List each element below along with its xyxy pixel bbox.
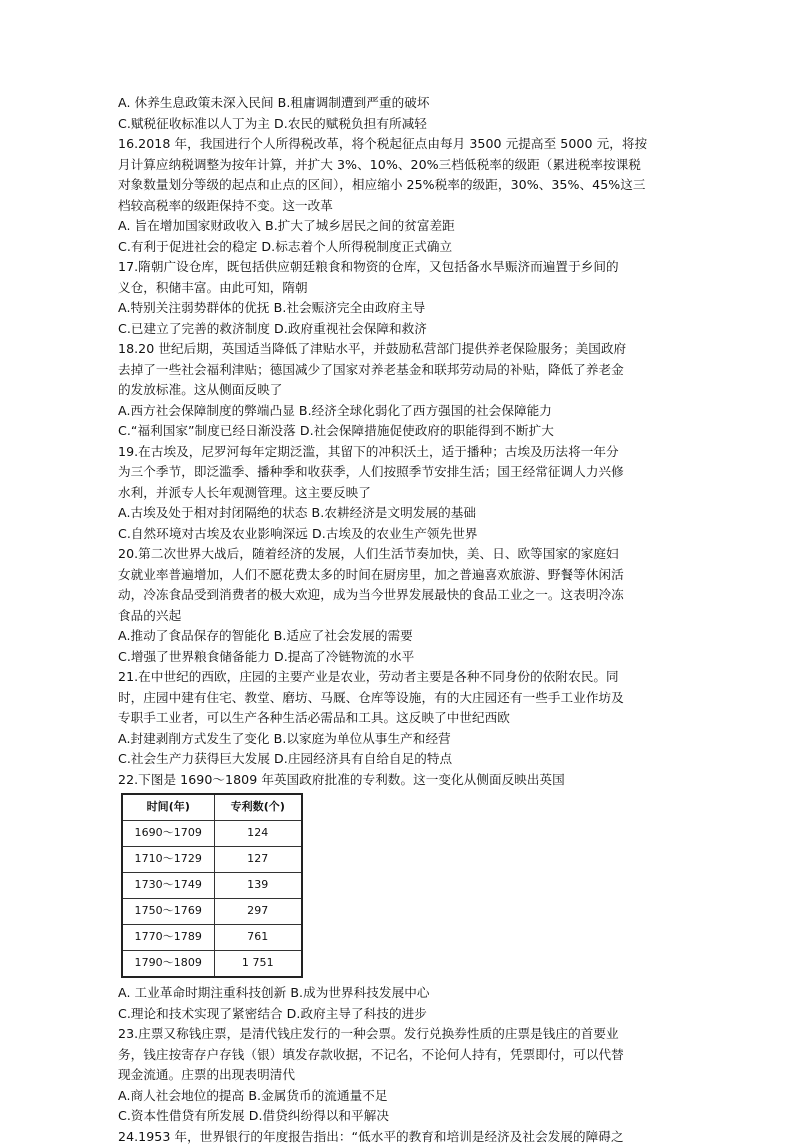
text-line: C.自然环境对古埃及农业影响深远 D.古埃及的农业生产领先世界 [118,524,678,545]
text-line: 女就业率普遍增加，人们不愿花费太多的时间在厨房里，加之普遍喜欢旅游、野餐等休闲活 [118,565,678,586]
table-cell-count: 297 [214,899,302,925]
text-line: C.有利于促进社会的稳定 D.标志着个人所得税制度正式确立 [118,237,678,258]
table-header-row [122,794,302,821]
text-line: 为三个季节，即泛滥季、播种季和收获季，人们按照季节安排生活；国王经常征调人力兴修 [118,462,678,483]
table-row [122,847,302,873]
text-line: 19.在古埃及，尼罗河每年定期泛滥，其留下的冲积沃土，适于播种；古埃及历法将一年分 [118,442,678,463]
table-row [122,821,302,847]
table-header-patents: 专利数(个) [214,794,302,821]
patent-count-table [121,793,303,978]
patent-table-wrapper [121,793,678,978]
text-line: A.特别关注弱势群体的优抚 B.社会赈济完全由政府主导 [118,298,678,319]
text-line: 水利，并派专人长年观测管理。这主要反映了 [118,483,678,504]
text-line: A.推动了食品保存的智能化 B.适应了社会发展的需要 [118,626,678,647]
text-line: 18.20 世纪后期，英国适当降低了津贴水平，并鼓励私营部门提供养老保险服务；美国政府 [118,339,678,360]
table-cell-count: 761 [214,925,302,951]
question-text-block-upper [118,93,678,790]
text-line: A.西方社会保障制度的弊端凸显 B.经济全球化弱化了西方强国的社会保障能力 [118,401,678,422]
text-line: C.已建立了完善的救济制度 D.政府重视社会保障和救济 [118,319,678,340]
text-line: 动，冷冻食品受到消费者的极大欢迎，成为当今世界发展最快的食品工业之一。这表明冷冻 [118,585,678,606]
text-line: 月计算应纳税调整为按年计算，并扩大 3%、10%、20%三档低税率的级距（累进税率按课税 [118,155,678,176]
text-line: A. 旨在增加国家财政收入 B.扩大了城乡居民之间的贫富差距 [118,216,678,237]
text-line: C.社会生产力获得巨大发展 D.庄园经济具有自给自足的特点 [118,749,678,770]
text-line: C.资本性借贷有所发展 D.借贷纠纷得以和平解决 [118,1106,678,1127]
table-cell-period: 1750～1769 [122,899,214,925]
table-header-period: 时间(年) [122,794,214,821]
text-line: 时，庄园中建有住宅、教堂、磨坊、马厩、仓库等设施，有的大庄园还有一些手工业作坊及 [118,688,678,709]
table-cell-count: 127 [214,847,302,873]
text-line: 17.隋朝广设仓库，既包括供应朝廷粮食和物资的仓库，又包括备水旱赈济而遍置于乡间的 [118,257,678,278]
text-line: 专职手工业者，可以生产各种生活必需品和工具。这反映了中世纪西欧 [118,708,678,729]
table-cell-period: 1770～1789 [122,925,214,951]
text-line: A.商人社会地位的提高 B.金属货币的流通量不足 [118,1086,678,1107]
text-line: 23.庄票又称钱庄票，是清代钱庄发行的一种会票。发行兑换券性质的庄票是钱庄的首要业 [118,1024,678,1045]
table-cell-period: 1690～1709 [122,821,214,847]
table-row [122,873,302,899]
text-line: 21.在中世纪的西欧，庄园的主要产业是农业，劳动者主要是各种不同身份的依附农民。同 [118,667,678,688]
text-line: 的发放标准。这从侧面反映了 [118,380,678,401]
text-line: 16.2018 年，我国进行个人所得税改革，将个税起征点由每月 3500 元提高至 5000 元，将按 [118,134,678,155]
text-line: 现金流通。庄票的出现表明清代 [118,1065,678,1086]
text-line: 档较高税率的级距保持不变。这一改革 [118,196,678,217]
text-line: 务，钱庄按寄存户存钱（银）填发存款收据，不记名，不论何人持有，凭票即付，可以代替 [118,1045,678,1066]
text-line: C.理论和技术实现了紧密结合 D.政府主导了科技的进步 [118,1004,678,1025]
text-line: C.“福利国家”制度已经日渐没落 D.社会保障措施促使政府的职能得到不断扩大 [118,421,678,442]
text-line: 22.下图是 1690～1809 年英国政府批准的专利数。这一变化从侧面反映出英国 [118,770,678,791]
text-line: C.赋税征收标准以人丁为主 D.农民的赋税负担有所减轻 [118,114,678,135]
table-row [122,925,302,951]
text-line: A.封建剥削方式发生了变化 B.以家庭为单位从事生产和经营 [118,729,678,750]
table-cell-count: 1 751 [214,951,302,978]
text-line: A. 休养生息政策未深入民间 B.租庸调制遭到严重的破坏 [118,93,678,114]
text-line: 去掉了一些社会福利津贴；德国减少了国家对养老基金和联邦劳动局的补贴，降低了养老金 [118,360,678,381]
text-line: C.增强了世界粮食储备能力 D.提高了冷链物流的水平 [118,647,678,668]
text-line: A. 工业革命时期注重科技创新 B.成为世界科技发展中心 [118,983,678,1004]
text-line: 20.第二次世界大战后，随着经济的发展，人们生活节奏加快，美、日、欧等国家的家庭妇 [118,544,678,565]
text-line: 24.1953 年，世界银行的年度报告指出：“低水平的教育和培训是经济及社会发展的障碍之 [118,1127,678,1147]
table-cell-count: 124 [214,821,302,847]
table-cell-count: 139 [214,873,302,899]
table-row [122,899,302,925]
exam-content [118,93,678,1147]
question-text-block-lower [118,983,678,1147]
table-row [122,951,302,978]
text-line: 义仓，积储丰富。由此可知，隋朝 [118,278,678,299]
table-cell-period: 1790～1809 [122,951,214,978]
text-line: 对象数量划分等级的起点和止点的区间），相应缩小 25%税率的级距，30%、35%、45%这三 [118,175,678,196]
table-cell-period: 1710～1729 [122,847,214,873]
table-cell-period: 1730～1749 [122,873,214,899]
text-line: 食品的兴起 [118,606,678,627]
text-line: A.古埃及处于相对封闭隔绝的状态 B.农耕经济是文明发展的基础 [118,503,678,524]
